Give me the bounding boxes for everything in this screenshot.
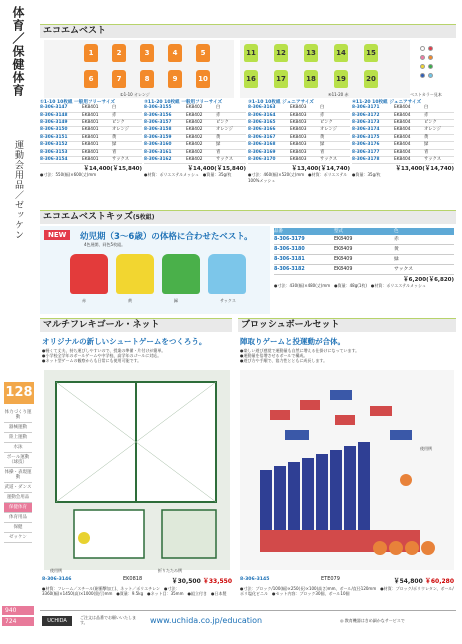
table-cell: EK8401 bbox=[82, 142, 99, 148]
bullet: ●運動量を倍増させるボールで構成。 bbox=[240, 353, 308, 359]
table-row bbox=[248, 113, 350, 120]
table-cell: ピンク bbox=[320, 120, 333, 126]
net-spec: ●材質：フレーム／スチール(耐衝撃加工)、ネット／ポリエチレン ●寸法：3360(幅)×1450(高)×1000(奥行)mm ●質量：9.5kg ●ネット目：35mm ●組立付き ●日本製 bbox=[42, 586, 227, 597]
bullet: ●遊び方や手順で、協力性とともに成長します。 bbox=[240, 358, 328, 364]
uchida-logo: UCHIDA bbox=[42, 616, 72, 626]
table-row bbox=[248, 150, 350, 157]
caption-swatches: ベストカラー見本 bbox=[410, 92, 442, 97]
footer-url[interactable]: www.uchida.co.jp/education bbox=[150, 616, 263, 625]
table-cell: 8-306-3179 bbox=[274, 237, 305, 242]
table-row bbox=[274, 265, 454, 275]
vest-orange: 1 bbox=[84, 44, 98, 62]
toc-item[interactable]: ゼッケン bbox=[4, 533, 32, 543]
table-cell: EK8404 bbox=[394, 105, 411, 111]
net-headline: オリジナルの新しいシュートゲームをつくろう。 bbox=[42, 337, 207, 346]
table-cell: 8-306-3172 bbox=[352, 112, 380, 118]
group-head: ①1-10 10枚組 一般用フリーサイズ bbox=[40, 100, 115, 105]
table-cell: 8-306-3175 bbox=[352, 134, 380, 140]
table-cell: 8-306-3173 bbox=[352, 120, 380, 126]
table-cell: ピンク bbox=[112, 120, 125, 126]
bullet: ●楽しい遊び感覚で運動量も自然に増える仕掛けになっています。 bbox=[240, 348, 360, 353]
table-cell: オレンジ bbox=[112, 127, 129, 133]
table-cell: サックス bbox=[394, 267, 414, 272]
table-cell: 緑 bbox=[424, 142, 429, 148]
table-cell: 青 bbox=[112, 149, 117, 155]
table-cell: EK8404 bbox=[394, 157, 411, 163]
toc-item[interactable]: 保健 bbox=[4, 523, 32, 533]
table-cell: EK8402 bbox=[186, 120, 203, 126]
table-cell: 黄 bbox=[216, 134, 221, 140]
toc-item[interactable]: 体操・表現運動 bbox=[4, 468, 32, 483]
new-badge-kids: NEW bbox=[44, 230, 70, 240]
vest-green: 15 bbox=[364, 44, 378, 62]
group-spec: ●寸法：550(幅)×600(丈)mm bbox=[40, 172, 97, 178]
footer-right: ◎ 教育機器はきめ細かなサービスで bbox=[340, 618, 405, 623]
table-cell: EK8403 bbox=[290, 134, 307, 140]
table-cell: EK8403 bbox=[290, 105, 307, 111]
table-cell: 8-306-3182 bbox=[274, 267, 305, 272]
table-cell: 白 bbox=[216, 105, 221, 111]
toc-item[interactable]: 運動会用品 bbox=[4, 493, 32, 503]
table-cell: EK8409 bbox=[334, 257, 353, 262]
table-row bbox=[144, 142, 246, 149]
sidebar bbox=[0, 0, 36, 644]
header-cell: 型式 bbox=[334, 229, 343, 234]
table-row bbox=[144, 105, 246, 112]
table-cell: 8-306-3156 bbox=[144, 112, 172, 118]
table-cell: 8-306-3176 bbox=[352, 142, 380, 148]
vest-photo-green bbox=[240, 40, 410, 98]
group-spec: ●質量：35g/枚 bbox=[352, 172, 381, 178]
kids-sub: 4色展開、同色5枚組。 bbox=[84, 242, 126, 247]
table-cell: 8-306-3181 bbox=[274, 257, 305, 262]
table-row bbox=[144, 157, 246, 164]
group-spec: ●材質：ポリエステルメッシュ ●質量：35g/枚 bbox=[144, 172, 232, 178]
toc-item[interactable]: 水泳 bbox=[4, 443, 32, 453]
table-cell: 8-306-3178 bbox=[352, 157, 380, 163]
table-cell: EK8403 bbox=[290, 157, 307, 163]
table-row bbox=[40, 113, 142, 120]
vest-green: 12 bbox=[274, 44, 288, 62]
table-header bbox=[274, 228, 454, 235]
table-cell: EK8401 bbox=[82, 149, 99, 155]
group-head: ③1-10 10枚組 ジュニアサイズ bbox=[248, 100, 314, 105]
table-cell: EK8403 bbox=[290, 149, 307, 155]
table-cell: EK8402 bbox=[186, 134, 203, 140]
table-cell: ピンク bbox=[216, 120, 229, 126]
table-row bbox=[274, 255, 454, 265]
table-cell: EK8409 bbox=[334, 267, 353, 272]
table-row bbox=[248, 105, 350, 112]
table-cell: EK8402 bbox=[186, 112, 203, 118]
section-header-vest: エコエムベスト bbox=[40, 24, 456, 38]
block-drawing bbox=[240, 370, 454, 570]
net-cap-2: 折りたたみ例 bbox=[158, 568, 182, 573]
table-cell: EK8402 bbox=[186, 142, 203, 148]
section-header-block: ブロッシュボールセット bbox=[238, 318, 456, 332]
table-cell: 8-306-3170 bbox=[248, 157, 276, 163]
table-row bbox=[40, 127, 142, 134]
table-cell: 8-306-3171 bbox=[352, 105, 380, 111]
table-cell: 緑 bbox=[320, 142, 325, 148]
block-headline: 陣取りゲームと投運動が合体。 bbox=[240, 337, 345, 346]
group-head: ②11-20 10枚組 一般用フリーサイズ bbox=[144, 100, 223, 105]
table-row bbox=[40, 142, 142, 149]
vest-orange: 10 bbox=[196, 70, 210, 88]
table-cell: 黄 bbox=[394, 247, 399, 252]
footer-badge-2: 724 bbox=[2, 617, 34, 626]
table-cell: 赤 bbox=[216, 112, 221, 118]
table-cell: オレンジ bbox=[424, 127, 441, 133]
table-cell: EK8402 bbox=[186, 127, 203, 133]
group-price: ￥13,400(￥14,740) bbox=[395, 166, 454, 173]
footer-note: ご注文は品番でお願いいたします。 bbox=[80, 615, 136, 626]
table-row bbox=[40, 157, 142, 164]
table-cell: 赤 bbox=[394, 237, 399, 242]
table-cell: 8-306-3165 bbox=[248, 120, 276, 126]
block-photo bbox=[240, 370, 454, 570]
toc-item[interactable]: 体力づくり運動 bbox=[4, 408, 32, 423]
table-cell: 8-306-3159 bbox=[144, 134, 172, 140]
table-cell: 黄 bbox=[112, 134, 117, 140]
block-cap: 使用例 bbox=[420, 446, 432, 451]
vest-group bbox=[144, 100, 246, 178]
table-cell: 8-306-3154 bbox=[40, 157, 68, 163]
table-cell: EK8404 bbox=[394, 120, 411, 126]
table-cell: EK8409 bbox=[334, 247, 353, 252]
toc-item[interactable]: 器械運動 bbox=[4, 423, 32, 433]
table-cell: 8-306-3161 bbox=[144, 149, 172, 155]
table-cell: 白 bbox=[424, 105, 429, 111]
footer bbox=[40, 610, 456, 630]
group-price: ￥14,400(￥15,840) bbox=[83, 166, 142, 173]
table-cell: EK8402 bbox=[186, 157, 203, 163]
block-bullets bbox=[240, 348, 454, 364]
footer-badge-1: 940 bbox=[2, 606, 34, 615]
table-row bbox=[274, 235, 454, 245]
table-cell: EK8404 bbox=[394, 134, 411, 140]
table-cell: 8-306-3169 bbox=[248, 149, 276, 155]
category-index bbox=[0, 408, 36, 543]
section-header-net: マルチフレキゴール・ネット bbox=[40, 318, 232, 332]
table-row bbox=[352, 157, 454, 164]
vest-orange: 2 bbox=[112, 44, 126, 62]
vest-orange: 3 bbox=[140, 44, 154, 62]
block-spec: ●寸法：ブロック/100(幅)×250(長)×100(高さ)mm、ボール/直径120mm ●材質：ブロック/ポリウレタン、ボール/ポリ塩化ビニル ●セット内容：ブロック30個、ボール10個 bbox=[240, 586, 454, 597]
table-cell: EK8403 bbox=[290, 112, 307, 118]
table-cell: 8-306-3177 bbox=[352, 149, 380, 155]
table-cell: オレンジ bbox=[216, 127, 233, 133]
caption-orange: ①1-10 オレンジ bbox=[120, 92, 150, 97]
net-cap-1: 使用例 bbox=[50, 568, 62, 573]
goal-net-drawing bbox=[44, 370, 230, 570]
color-swatch bbox=[420, 55, 425, 60]
table-cell: 8-306-3174 bbox=[352, 127, 380, 133]
kids-price: ￥6,200(￥6,820) bbox=[403, 277, 454, 283]
vest-photo-orange bbox=[44, 40, 234, 98]
table-cell: EK8401 bbox=[82, 120, 99, 126]
vest-green: 20 bbox=[364, 70, 378, 88]
table-cell: 白 bbox=[112, 105, 117, 111]
table-row bbox=[352, 113, 454, 120]
table-cell: 8-306-3149 bbox=[40, 120, 68, 126]
table-cell: 8-306-3151 bbox=[40, 134, 68, 140]
table-cell: サックス bbox=[320, 157, 338, 163]
group-price: ￥13,400(￥14,740) bbox=[291, 166, 350, 173]
table-cell: 白 bbox=[320, 105, 325, 111]
color-swatch bbox=[420, 64, 425, 69]
kids-vest-label: サックス bbox=[220, 298, 236, 303]
vest-green: 18 bbox=[304, 70, 318, 88]
table-cell: 赤 bbox=[320, 112, 325, 118]
table-row bbox=[144, 113, 246, 120]
bullet: ●軽くて丈夫、持ち運びしやすいので、授業の準備・片付けが簡単。 bbox=[42, 348, 166, 353]
table-cell: 赤 bbox=[424, 112, 429, 118]
table-cell: 8-306-3167 bbox=[248, 134, 276, 140]
group-price: ￥14,400(￥15,840) bbox=[187, 166, 246, 173]
table-cell: EK8401 bbox=[82, 112, 99, 118]
table-row bbox=[352, 105, 454, 112]
color-swatch bbox=[420, 73, 425, 78]
table-row bbox=[352, 150, 454, 157]
caption-green: ④11-20 赤 bbox=[328, 92, 349, 97]
vest-group bbox=[40, 100, 142, 178]
vest-green: 17 bbox=[274, 70, 288, 88]
table-cell: 黄 bbox=[320, 134, 325, 140]
kids-vest-label: 緑 bbox=[174, 298, 178, 303]
bullet: ●小学校全学年のボールゲームや中学校、高学年のゴールに対応。 bbox=[42, 353, 162, 359]
vest-orange: 8 bbox=[140, 70, 154, 88]
table-cell: EK8403 bbox=[290, 142, 307, 148]
table-cell: 赤 bbox=[112, 112, 117, 118]
table-cell: EK8401 bbox=[82, 157, 99, 163]
table-row bbox=[248, 157, 350, 164]
table-cell: 8-306-3158 bbox=[144, 127, 172, 133]
table-cell: 8-306-3160 bbox=[144, 142, 172, 148]
block-price-row: 8-306-3145 ETE079 ￥54,800 ￥60,280 bbox=[240, 576, 454, 585]
toc-item[interactable]: ボール運動（球技） bbox=[4, 453, 32, 468]
kids-spec: ●寸法：430(幅)×480(丈)mm ●質量：48g(1枚) ●材質：ポリエステルメッシュ bbox=[274, 283, 426, 288]
table-cell: 8-306-3147 bbox=[40, 105, 68, 111]
table-cell: サックス bbox=[216, 157, 234, 163]
color-swatch bbox=[428, 46, 433, 51]
table-cell: オレンジ bbox=[320, 127, 337, 133]
color-swatch bbox=[428, 55, 433, 60]
kids-headline: 幼児期（3〜6歳）の体格に合わせたベスト。 bbox=[80, 232, 253, 242]
table-row bbox=[248, 127, 350, 134]
table-cell: サックス bbox=[424, 157, 442, 163]
vest-green: 13 bbox=[304, 44, 318, 62]
kids-vest-label: 黄 bbox=[128, 298, 132, 303]
toc-item[interactable]: 体育用品 bbox=[4, 513, 32, 523]
category-subtitle: 運動会用品／ゼッケン bbox=[13, 140, 23, 240]
kids-vest-label: 赤 bbox=[82, 298, 86, 303]
table-row bbox=[144, 150, 246, 157]
table-cell: EK8402 bbox=[186, 105, 203, 111]
table-cell: 8-306-3152 bbox=[40, 142, 68, 148]
table-cell: EK8404 bbox=[394, 112, 411, 118]
kids-vest bbox=[70, 254, 108, 294]
category-title: 体育／保健体育 bbox=[11, 6, 25, 97]
table-cell: 青 bbox=[424, 149, 429, 155]
vest-orange: 6 bbox=[84, 70, 98, 88]
page-number: 128 bbox=[4, 382, 34, 404]
table-cell: 緑 bbox=[394, 257, 399, 262]
table-cell: 8-306-3155 bbox=[144, 105, 172, 111]
bullet: ●ネット型ゲームの観察からも日常にも使用可能です。 bbox=[42, 358, 142, 364]
table-row bbox=[40, 150, 142, 157]
table-cell: EK8401 bbox=[82, 134, 99, 140]
table-cell: EK8403 bbox=[290, 127, 307, 133]
table-row bbox=[352, 127, 454, 134]
table-cell: EK8401 bbox=[82, 127, 99, 133]
table-cell: 緑 bbox=[112, 142, 117, 148]
table-cell: 8-306-3162 bbox=[144, 157, 172, 163]
vest-green: 11 bbox=[244, 44, 258, 62]
table-cell: 8-306-3166 bbox=[248, 127, 276, 133]
table-cell: EK8404 bbox=[394, 142, 411, 148]
table-cell: EK8401 bbox=[82, 105, 99, 111]
group-spec: ●寸法：460(幅)×520(丈)mm ●材質：ポリエステル100%メッシュ bbox=[248, 172, 348, 183]
table-row bbox=[274, 245, 454, 255]
header-cell: 品番 bbox=[274, 229, 283, 234]
color-swatch bbox=[420, 46, 425, 51]
color-swatch bbox=[428, 73, 433, 78]
kids-vest bbox=[208, 254, 246, 294]
table-cell: 8-306-3157 bbox=[144, 120, 172, 126]
vest-price-tables bbox=[40, 100, 456, 228]
table-cell: EK8404 bbox=[394, 127, 411, 133]
group-head: ④11-20 10枚組 ジュニアサイズ bbox=[352, 100, 422, 105]
table-cell: ピンク bbox=[424, 120, 437, 126]
table-row bbox=[144, 127, 246, 134]
table-cell: サックス bbox=[112, 157, 130, 163]
table-row bbox=[40, 105, 142, 112]
vest-green: 19 bbox=[334, 70, 348, 88]
table-cell: 8-306-3180 bbox=[274, 247, 305, 252]
vest-group bbox=[248, 100, 350, 183]
net-bullets bbox=[42, 348, 230, 364]
vest-orange: 9 bbox=[168, 70, 182, 88]
table-cell: EK8402 bbox=[186, 149, 203, 155]
vest-orange: 5 bbox=[196, 44, 210, 62]
table-cell: 8-306-3150 bbox=[40, 127, 68, 133]
table-cell: EK8404 bbox=[394, 149, 411, 155]
table-cell: 8-306-3148 bbox=[40, 112, 68, 118]
color-swatches bbox=[412, 40, 454, 92]
net-price-row: 8-306-3146 EK0818 ￥30,500 ￥33,550 bbox=[42, 576, 232, 585]
vest-green: 14 bbox=[334, 44, 348, 62]
color-swatch bbox=[428, 64, 433, 69]
net-photo bbox=[44, 370, 230, 570]
table-row bbox=[352, 142, 454, 149]
table-cell: 青 bbox=[320, 149, 325, 155]
table-cell: EK8409 bbox=[334, 237, 353, 242]
table-cell: 8-306-3164 bbox=[248, 112, 276, 118]
kids-vest bbox=[116, 254, 154, 294]
table-cell: 8-306-3163 bbox=[248, 105, 276, 111]
vest-orange: 4 bbox=[168, 44, 182, 62]
table-cell: 緑 bbox=[216, 142, 221, 148]
vest-green: 16 bbox=[244, 70, 258, 88]
toc-item[interactable]: 陸上運動 bbox=[4, 433, 32, 443]
table-cell: 青 bbox=[216, 149, 221, 155]
section-header-kids: エコエムベストキッズ(5枚組) bbox=[40, 210, 456, 224]
kids-vest bbox=[162, 254, 200, 294]
table-cell: 8-306-3153 bbox=[40, 149, 68, 155]
vest-group bbox=[352, 100, 454, 178]
header-cell: 色 bbox=[394, 229, 399, 234]
toc-item[interactable]: 保健体育 bbox=[4, 503, 32, 513]
toc-item[interactable]: 武道・ダンス bbox=[4, 483, 32, 493]
table-row bbox=[248, 142, 350, 149]
kids-photo bbox=[40, 226, 270, 314]
table-cell: EK8403 bbox=[290, 120, 307, 126]
kids-table bbox=[274, 228, 454, 288]
table-cell: 8-306-3168 bbox=[248, 142, 276, 148]
vest-orange: 7 bbox=[112, 70, 126, 88]
table-cell: 黄 bbox=[424, 134, 429, 140]
